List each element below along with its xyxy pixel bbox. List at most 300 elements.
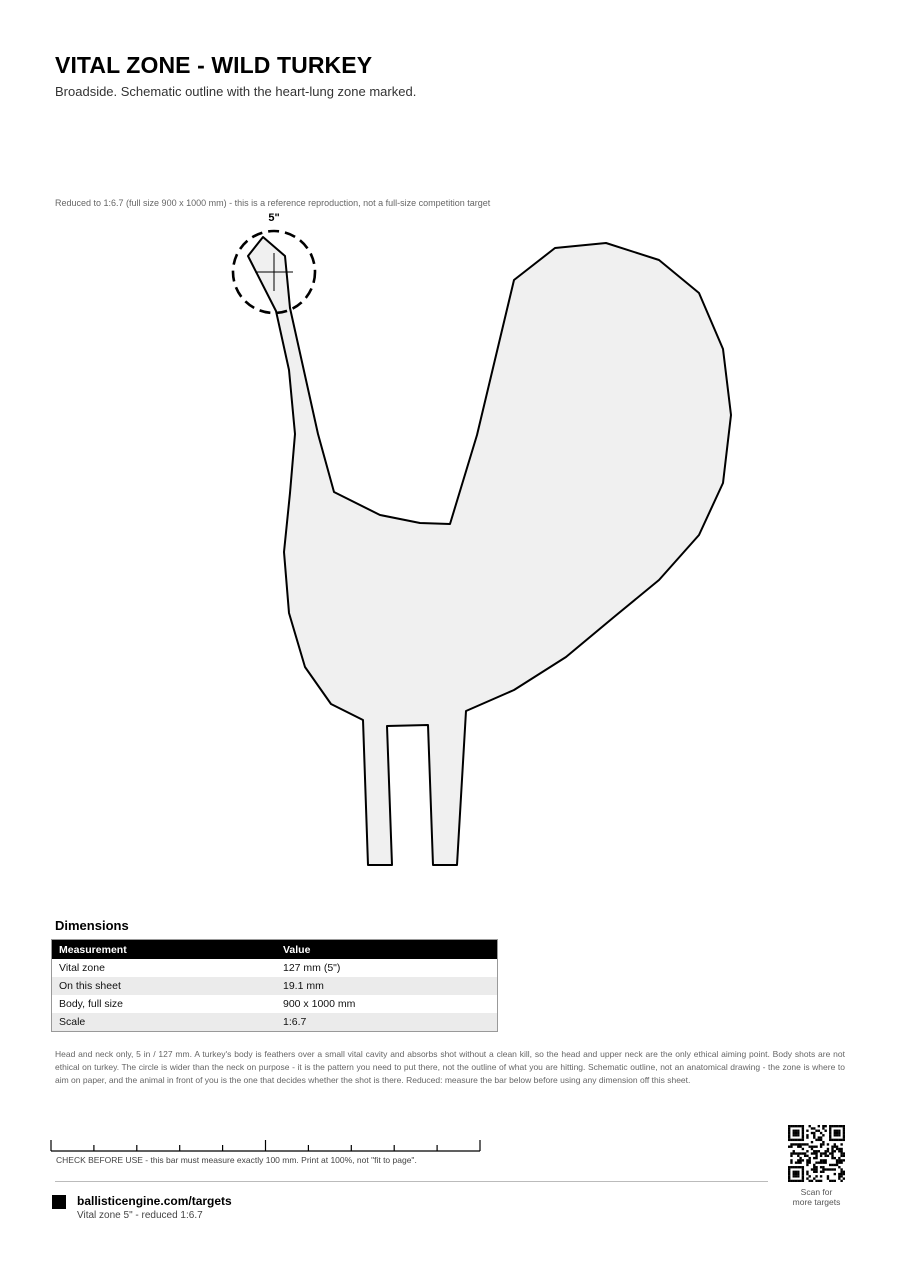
qr-module xyxy=(802,1139,804,1141)
qr-module xyxy=(843,1139,845,1141)
qr-module xyxy=(813,1164,815,1166)
qr-module xyxy=(813,1134,815,1136)
qr-module xyxy=(831,1155,833,1157)
qr-module xyxy=(818,1161,820,1163)
qr-module xyxy=(834,1164,836,1166)
qr-module xyxy=(836,1134,838,1136)
footer-divider xyxy=(55,1181,768,1182)
qr-module xyxy=(829,1127,831,1129)
qr-module xyxy=(815,1155,817,1157)
qr-module xyxy=(788,1180,790,1182)
qr-module xyxy=(815,1152,817,1154)
value-cell: 127 mm (5") xyxy=(283,962,341,974)
brand-square-icon xyxy=(52,1195,66,1209)
vital-zone-label: 5" xyxy=(268,212,280,224)
qr-module xyxy=(788,1139,790,1141)
qr-module xyxy=(793,1175,795,1177)
qr-module xyxy=(838,1161,840,1163)
qr-module xyxy=(838,1159,840,1161)
qr-module xyxy=(788,1173,790,1175)
qr-module xyxy=(843,1155,845,1157)
qr-module xyxy=(818,1125,820,1127)
qr-module xyxy=(809,1159,811,1161)
qr-module xyxy=(806,1143,808,1145)
qr-module xyxy=(815,1161,817,1163)
qr-module xyxy=(788,1136,790,1138)
qr-module xyxy=(843,1152,845,1154)
qr-module xyxy=(809,1157,811,1159)
qr-module xyxy=(797,1175,799,1177)
qr-module xyxy=(799,1159,801,1161)
qr-module xyxy=(806,1159,808,1161)
qr-module xyxy=(811,1141,813,1143)
qr-module xyxy=(793,1132,795,1134)
qr-module xyxy=(793,1134,795,1136)
qr-module xyxy=(820,1143,822,1145)
qr-module xyxy=(795,1143,797,1145)
qr-module xyxy=(799,1161,801,1163)
qr-module xyxy=(836,1148,838,1150)
qr-module xyxy=(834,1168,836,1170)
qr-module xyxy=(790,1180,792,1182)
qr-module xyxy=(834,1132,836,1134)
qr-module xyxy=(799,1143,801,1145)
qr-module xyxy=(804,1143,806,1145)
qr-module xyxy=(843,1127,845,1129)
qr-module xyxy=(827,1168,829,1170)
qr-module xyxy=(827,1143,829,1145)
qr-module xyxy=(820,1175,822,1177)
qr-module xyxy=(790,1146,792,1148)
qr-module xyxy=(838,1139,840,1141)
qr-module xyxy=(824,1159,826,1161)
qr-module xyxy=(836,1146,838,1148)
measurement-cell: On this sheet xyxy=(52,977,277,995)
qr-module xyxy=(831,1146,833,1148)
qr-caption xyxy=(770,1187,863,1207)
usage-notes: Head and neck only, 5 in / 127 mm. A turkey's body is feathers over a small vital cavity and absorbs shot without a clean kill, so the head and upper neck are the only ethical aiming point. Body shots are not ethical on turkey. The circle is wider than the neck on purpose - it is the pattern you need to put there, not the outline of what you are hitting. Schematic outline, not an anatomical drawing - the zone is where to aim on paper, and the animal in front of you is the one that decides whether the shot is there. Reduced: measure the bar below before using any dimension off this sheet. xyxy=(55,1049,845,1085)
qr-module xyxy=(802,1130,804,1132)
qr-module xyxy=(806,1130,808,1132)
qr-module xyxy=(813,1132,815,1134)
qr-module xyxy=(836,1164,838,1166)
qr-module xyxy=(809,1146,811,1148)
qr-module xyxy=(795,1152,797,1154)
qr-module xyxy=(802,1134,804,1136)
qr-module xyxy=(790,1155,792,1157)
qr-module xyxy=(843,1130,845,1132)
qr-module xyxy=(820,1132,822,1134)
qr-module xyxy=(790,1159,792,1161)
qr-module xyxy=(840,1155,842,1157)
qr-module xyxy=(831,1150,833,1152)
qr-module xyxy=(818,1150,820,1152)
qr-module xyxy=(809,1175,811,1177)
qr-module xyxy=(797,1155,799,1157)
qr-module xyxy=(793,1166,795,1168)
qr-module xyxy=(822,1143,824,1145)
qr-module xyxy=(793,1152,795,1154)
qr-module xyxy=(822,1141,824,1143)
qr-module xyxy=(827,1150,829,1152)
qr-module xyxy=(795,1130,797,1132)
qr-module xyxy=(806,1171,808,1173)
qr-module xyxy=(795,1139,797,1141)
qr-module xyxy=(804,1152,806,1154)
qr-module xyxy=(820,1139,822,1141)
qr-module xyxy=(838,1150,840,1152)
qr-module xyxy=(802,1125,804,1127)
qr-module xyxy=(802,1166,804,1168)
qr-module xyxy=(813,1177,815,1179)
qr-module xyxy=(802,1127,804,1129)
qr-module xyxy=(802,1180,804,1182)
qr-module xyxy=(836,1130,838,1132)
qr-module xyxy=(840,1161,842,1163)
qr-module xyxy=(813,1146,815,1148)
qr-module xyxy=(797,1180,799,1182)
qr-module xyxy=(822,1168,824,1170)
qr-module xyxy=(799,1152,801,1154)
qr-module xyxy=(820,1180,822,1182)
qr-module xyxy=(822,1125,824,1127)
footer-subtitle: Vital zone 5" - reduced 1:6.7 xyxy=(77,1210,203,1221)
qr-module xyxy=(795,1171,797,1173)
qr-module xyxy=(813,1168,815,1170)
qr-module xyxy=(797,1143,799,1145)
qr-module xyxy=(840,1175,842,1177)
qr-module xyxy=(838,1130,840,1132)
qr-module xyxy=(806,1161,808,1163)
qr-caption-line2: more targets xyxy=(792,1197,841,1207)
qr-module xyxy=(809,1161,811,1163)
qr-module xyxy=(840,1180,842,1182)
qr-module xyxy=(799,1139,801,1141)
qr-module xyxy=(790,1166,792,1168)
qr-module xyxy=(840,1168,842,1170)
qr-module xyxy=(836,1139,838,1141)
qr-module xyxy=(818,1180,820,1182)
qr-module xyxy=(824,1125,826,1127)
qr-module xyxy=(790,1152,792,1154)
qr-module xyxy=(836,1159,838,1161)
value-cell: 1:6.7 xyxy=(276,1013,498,1032)
qr-module xyxy=(834,1173,836,1175)
qr-module xyxy=(793,1130,795,1132)
qr-module xyxy=(831,1139,833,1141)
qr-module xyxy=(813,1150,815,1152)
qr-module xyxy=(788,1177,790,1179)
qr-module xyxy=(834,1134,836,1136)
qr-module xyxy=(824,1152,826,1154)
qr-module xyxy=(790,1139,792,1141)
qr-module xyxy=(838,1173,840,1175)
qr-module xyxy=(840,1139,842,1141)
qr-module xyxy=(802,1152,804,1154)
qr-module xyxy=(815,1157,817,1159)
qr-module xyxy=(811,1146,813,1148)
qr-module xyxy=(838,1157,840,1159)
qr-module xyxy=(843,1136,845,1138)
qr-module xyxy=(836,1125,838,1127)
qr-module xyxy=(818,1136,820,1138)
qr-module xyxy=(818,1130,820,1132)
qr-module xyxy=(820,1166,822,1168)
qr-module xyxy=(797,1171,799,1173)
qr-module xyxy=(822,1152,824,1154)
qr-module xyxy=(829,1180,831,1182)
qr-module xyxy=(795,1134,797,1136)
qr-module xyxy=(829,1130,831,1132)
qr-module xyxy=(804,1155,806,1157)
qr-module xyxy=(838,1148,840,1150)
measurement-cell: Vital zone xyxy=(59,962,105,974)
qr-module xyxy=(813,1166,815,1168)
dimensions-heading: Dimensions xyxy=(55,918,129,933)
qr-module xyxy=(788,1168,790,1170)
page-subtitle: Broadside. Schematic outline with the heart-lung zone marked. xyxy=(55,84,417,99)
qr-module xyxy=(829,1152,831,1154)
qr-module xyxy=(802,1171,804,1173)
measurement-cell: Scale xyxy=(52,1013,277,1032)
qr-module xyxy=(831,1152,833,1154)
qr-module xyxy=(824,1150,826,1152)
qr-module xyxy=(827,1148,829,1150)
qr-module xyxy=(834,1180,836,1182)
qr-module xyxy=(788,1132,790,1134)
qr-module xyxy=(797,1134,799,1136)
qr-module xyxy=(802,1177,804,1179)
qr-module xyxy=(802,1173,804,1175)
qr-module xyxy=(829,1168,831,1170)
qr-code-icon[interactable] xyxy=(788,1125,845,1182)
qr-module xyxy=(838,1132,840,1134)
qr-module xyxy=(802,1168,804,1170)
qr-module xyxy=(822,1127,824,1129)
qr-module xyxy=(815,1150,817,1152)
qr-module xyxy=(811,1132,813,1134)
qr-module xyxy=(811,1180,813,1182)
qr-module xyxy=(824,1161,826,1163)
qr-module xyxy=(834,1157,836,1159)
ruler-caption: CHECK BEFORE USE - this bar must measure exactly 100 mm. Print at 100%, not "fit to page". xyxy=(56,1155,417,1165)
qr-module xyxy=(831,1125,833,1127)
qr-module xyxy=(806,1177,808,1179)
qr-module xyxy=(829,1125,831,1127)
qr-module xyxy=(820,1171,822,1173)
qr-module xyxy=(834,1146,836,1148)
qr-module xyxy=(820,1159,822,1161)
qr-module xyxy=(802,1175,804,1177)
qr-module xyxy=(818,1139,820,1141)
qr-module xyxy=(799,1146,801,1148)
qr-module xyxy=(838,1166,840,1168)
qr-module xyxy=(788,1175,790,1177)
qr-module xyxy=(815,1166,817,1168)
qr-module xyxy=(840,1125,842,1127)
qr-module xyxy=(829,1136,831,1138)
qr-module xyxy=(793,1150,795,1152)
qr-module xyxy=(838,1175,840,1177)
qr-module xyxy=(834,1150,836,1152)
qr-module xyxy=(822,1161,824,1163)
qr-module xyxy=(797,1161,799,1163)
qr-module xyxy=(822,1134,824,1136)
qr-module xyxy=(811,1152,813,1154)
qr-module xyxy=(802,1143,804,1145)
qr-module xyxy=(809,1180,811,1182)
qr-module xyxy=(840,1148,842,1150)
qr-module xyxy=(811,1168,813,1170)
qr-module xyxy=(813,1171,815,1173)
qr-module xyxy=(843,1173,845,1175)
qr-module xyxy=(795,1166,797,1168)
column-header: Measurement xyxy=(52,940,277,960)
qr-module xyxy=(788,1125,790,1127)
qr-module xyxy=(788,1134,790,1136)
qr-module xyxy=(824,1155,826,1157)
qr-module xyxy=(811,1148,813,1150)
qr-module xyxy=(813,1127,815,1129)
qr-module xyxy=(822,1166,824,1168)
qr-module xyxy=(802,1148,804,1150)
qr-module xyxy=(829,1164,831,1166)
qr-module xyxy=(813,1157,815,1159)
measurement-cell: Body, full size xyxy=(59,998,123,1010)
qr-module xyxy=(795,1132,797,1134)
qr-module xyxy=(831,1148,833,1150)
value-cell: 19.1 mm xyxy=(276,977,498,995)
qr-module xyxy=(802,1136,804,1138)
footer-url-link[interactable]: ballisticengine.com/targets xyxy=(77,1194,232,1208)
qr-module xyxy=(827,1177,829,1179)
column-header: Value xyxy=(276,940,498,960)
qr-module xyxy=(799,1157,801,1159)
qr-module xyxy=(797,1146,799,1148)
qr-module xyxy=(799,1180,801,1182)
qr-module xyxy=(797,1173,799,1175)
qr-module xyxy=(806,1134,808,1136)
qr-module xyxy=(831,1164,833,1166)
qr-module xyxy=(797,1132,799,1134)
qr-module xyxy=(813,1136,815,1138)
qr-module xyxy=(827,1175,829,1177)
qr-module xyxy=(838,1177,840,1179)
qr-module xyxy=(831,1168,833,1170)
qr-module xyxy=(834,1125,836,1127)
qr-module xyxy=(843,1159,845,1161)
qr-module xyxy=(799,1166,801,1168)
qr-module xyxy=(827,1155,829,1157)
qr-module xyxy=(806,1173,808,1175)
qr-module xyxy=(795,1161,797,1163)
qr-module xyxy=(797,1130,799,1132)
qr-module xyxy=(815,1171,817,1173)
qr-module xyxy=(838,1134,840,1136)
qr-module xyxy=(815,1180,817,1182)
qr-module xyxy=(813,1152,815,1154)
qr-module xyxy=(793,1173,795,1175)
qr-module xyxy=(840,1152,842,1154)
qr-module xyxy=(795,1175,797,1177)
qr-module xyxy=(843,1132,845,1134)
qr-module xyxy=(840,1150,842,1152)
qr-module xyxy=(840,1173,842,1175)
qr-module xyxy=(820,1152,822,1154)
qr-module xyxy=(790,1161,792,1163)
qr-module xyxy=(797,1166,799,1168)
value-cell: 900 x 1000 mm xyxy=(283,998,356,1010)
qr-module xyxy=(829,1132,831,1134)
qr-module xyxy=(797,1125,799,1127)
qr-module xyxy=(788,1146,790,1148)
qr-module xyxy=(788,1127,790,1129)
qr-module xyxy=(793,1139,795,1141)
qr-module xyxy=(797,1159,799,1161)
qr-module xyxy=(795,1125,797,1127)
qr-module xyxy=(811,1127,813,1129)
qr-module xyxy=(802,1132,804,1134)
qr-module xyxy=(843,1171,845,1173)
qr-module xyxy=(820,1161,822,1163)
qr-module xyxy=(840,1143,842,1145)
qr-module xyxy=(834,1143,836,1145)
qr-module xyxy=(806,1155,808,1157)
qr-module xyxy=(831,1180,833,1182)
qr-module xyxy=(795,1173,797,1175)
qr-module xyxy=(831,1157,833,1159)
qr-module xyxy=(799,1125,801,1127)
qr-module xyxy=(788,1166,790,1168)
qr-module xyxy=(834,1130,836,1132)
qr-module xyxy=(806,1136,808,1138)
qr-module xyxy=(834,1139,836,1141)
qr-module xyxy=(820,1136,822,1138)
qr-module xyxy=(815,1175,817,1177)
qr-caption-line1: Scan for xyxy=(800,1187,833,1197)
qr-module xyxy=(840,1171,842,1173)
qr-module xyxy=(788,1130,790,1132)
qr-module xyxy=(843,1134,845,1136)
qr-module xyxy=(815,1146,817,1148)
qr-module xyxy=(815,1130,817,1132)
qr-module xyxy=(822,1171,824,1173)
qr-module xyxy=(790,1143,792,1145)
scale-note: Reduced to 1:6.7 (full size 900 x 1000 mm) - this is a reference reproduction, not a full-size competition target xyxy=(55,198,491,208)
qr-module xyxy=(793,1180,795,1182)
qr-module xyxy=(815,1139,817,1141)
qr-module xyxy=(836,1161,838,1163)
qr-module xyxy=(806,1164,808,1166)
qr-module xyxy=(797,1152,799,1154)
qr-module xyxy=(822,1159,824,1161)
qr-module xyxy=(806,1150,808,1152)
qr-module xyxy=(820,1155,822,1157)
qr-module xyxy=(829,1134,831,1136)
qr-module xyxy=(843,1177,845,1179)
qr-module xyxy=(843,1125,845,1127)
qr-module xyxy=(820,1146,822,1148)
qr-module xyxy=(793,1125,795,1127)
qr-module xyxy=(815,1168,817,1170)
qr-module xyxy=(802,1159,804,1161)
qr-module xyxy=(790,1125,792,1127)
qr-module xyxy=(838,1125,840,1127)
qr-module xyxy=(793,1171,795,1173)
qr-module xyxy=(797,1139,799,1141)
page-title: VITAL ZONE - WILD TURKEY xyxy=(55,52,373,78)
qr-module xyxy=(824,1130,826,1132)
